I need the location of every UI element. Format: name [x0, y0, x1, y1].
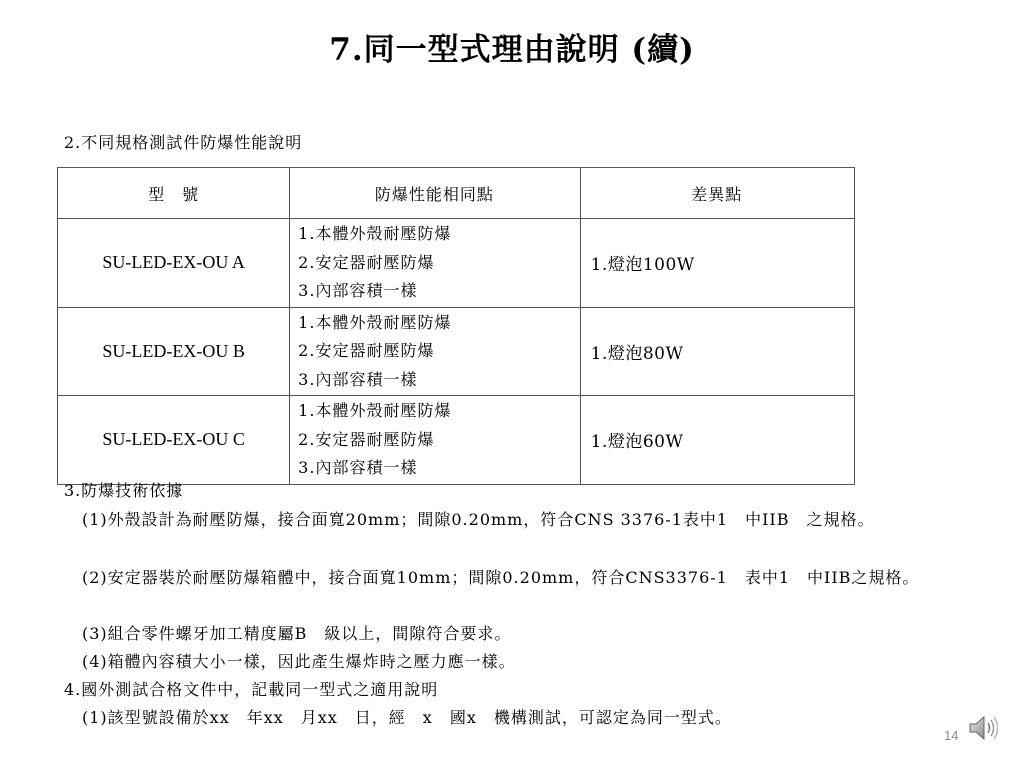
same-point-item: 2.安定器耐壓防爆 [298, 252, 435, 272]
same-point-item: 3.內部容積一樣 [298, 369, 418, 389]
tech-basis-item-3: (3)組合零件螺牙加工精度屬B 級以上，間隙符合要求。 [82, 624, 512, 643]
model-cell: SU-LED-EX-OU C [58, 396, 290, 485]
foreign-test-item-1: (1)該型號設備於xx 年xx 月xx 日，經 x 國x 機構測試，可認定為同一型式。 [82, 708, 732, 727]
same-points-cell [290, 396, 580, 485]
slide-title: 7.同一型式理由說明 (續) [329, 32, 695, 68]
table-row [58, 307, 855, 396]
same-points-cell [290, 219, 580, 308]
same-point-item: 1.本體外殼耐壓防爆 [298, 401, 452, 420]
section-4-heading: 4.國外測試合格文件中，記載同一型式之適用說明 [64, 680, 439, 699]
header-model: 型 號 [58, 168, 290, 219]
same-points-cell [290, 307, 580, 396]
same-point-item: 3.內部容積一樣 [298, 281, 418, 300]
page-number: 14 [944, 728, 959, 743]
tech-basis-item-4: (4)箱體內容積大小一樣，因此產生爆炸時之壓力應一樣。 [82, 652, 516, 671]
diff-point-cell: 1.燈泡100W [580, 219, 854, 308]
same-point-item: 2.安定器耐壓防爆 [298, 341, 435, 360]
tech-basis-item-2: (2)安定器裝於耐壓防爆箱體中，接合面寬10mm；間隙0.20mm，符合CNS3376-1 表中1 中IIB之規格。 [82, 568, 920, 587]
diff-point-cell: 1.燈泡80W [580, 307, 854, 396]
table-header-row [58, 168, 855, 219]
header-same-points: 防爆性能相同點 [290, 168, 580, 219]
same-point-item: 3.內部容積一樣 [298, 458, 418, 477]
spec-table [57, 167, 855, 485]
section-2-heading: 2.不同規格測試件防爆性能說明 [64, 133, 303, 152]
model-cell: SU-LED-EX-OU A [58, 219, 290, 308]
diff-point-cell: 1.燈泡60W [580, 396, 854, 485]
same-point-item: 2.安定器耐壓防爆 [298, 429, 435, 449]
model-cell: SU-LED-EX-OU B [58, 307, 290, 396]
section-3-heading: 3.防爆技術依據 [64, 481, 184, 500]
same-point-item: 1.本體外殼耐壓防爆 [298, 312, 452, 332]
tech-basis-item-1: (1)外殼設計為耐壓防爆，接合面寬20mm；間隙0.20mm，符合CNS 3376-1表中1 中IIB 之規格。 [82, 510, 875, 529]
table-row [58, 396, 855, 485]
table-row [58, 219, 855, 308]
speaker-icon[interactable] [964, 712, 1004, 744]
header-diff-points: 差異點 [580, 168, 854, 219]
same-point-item: 1.本體外殼耐壓防爆 [298, 224, 452, 243]
